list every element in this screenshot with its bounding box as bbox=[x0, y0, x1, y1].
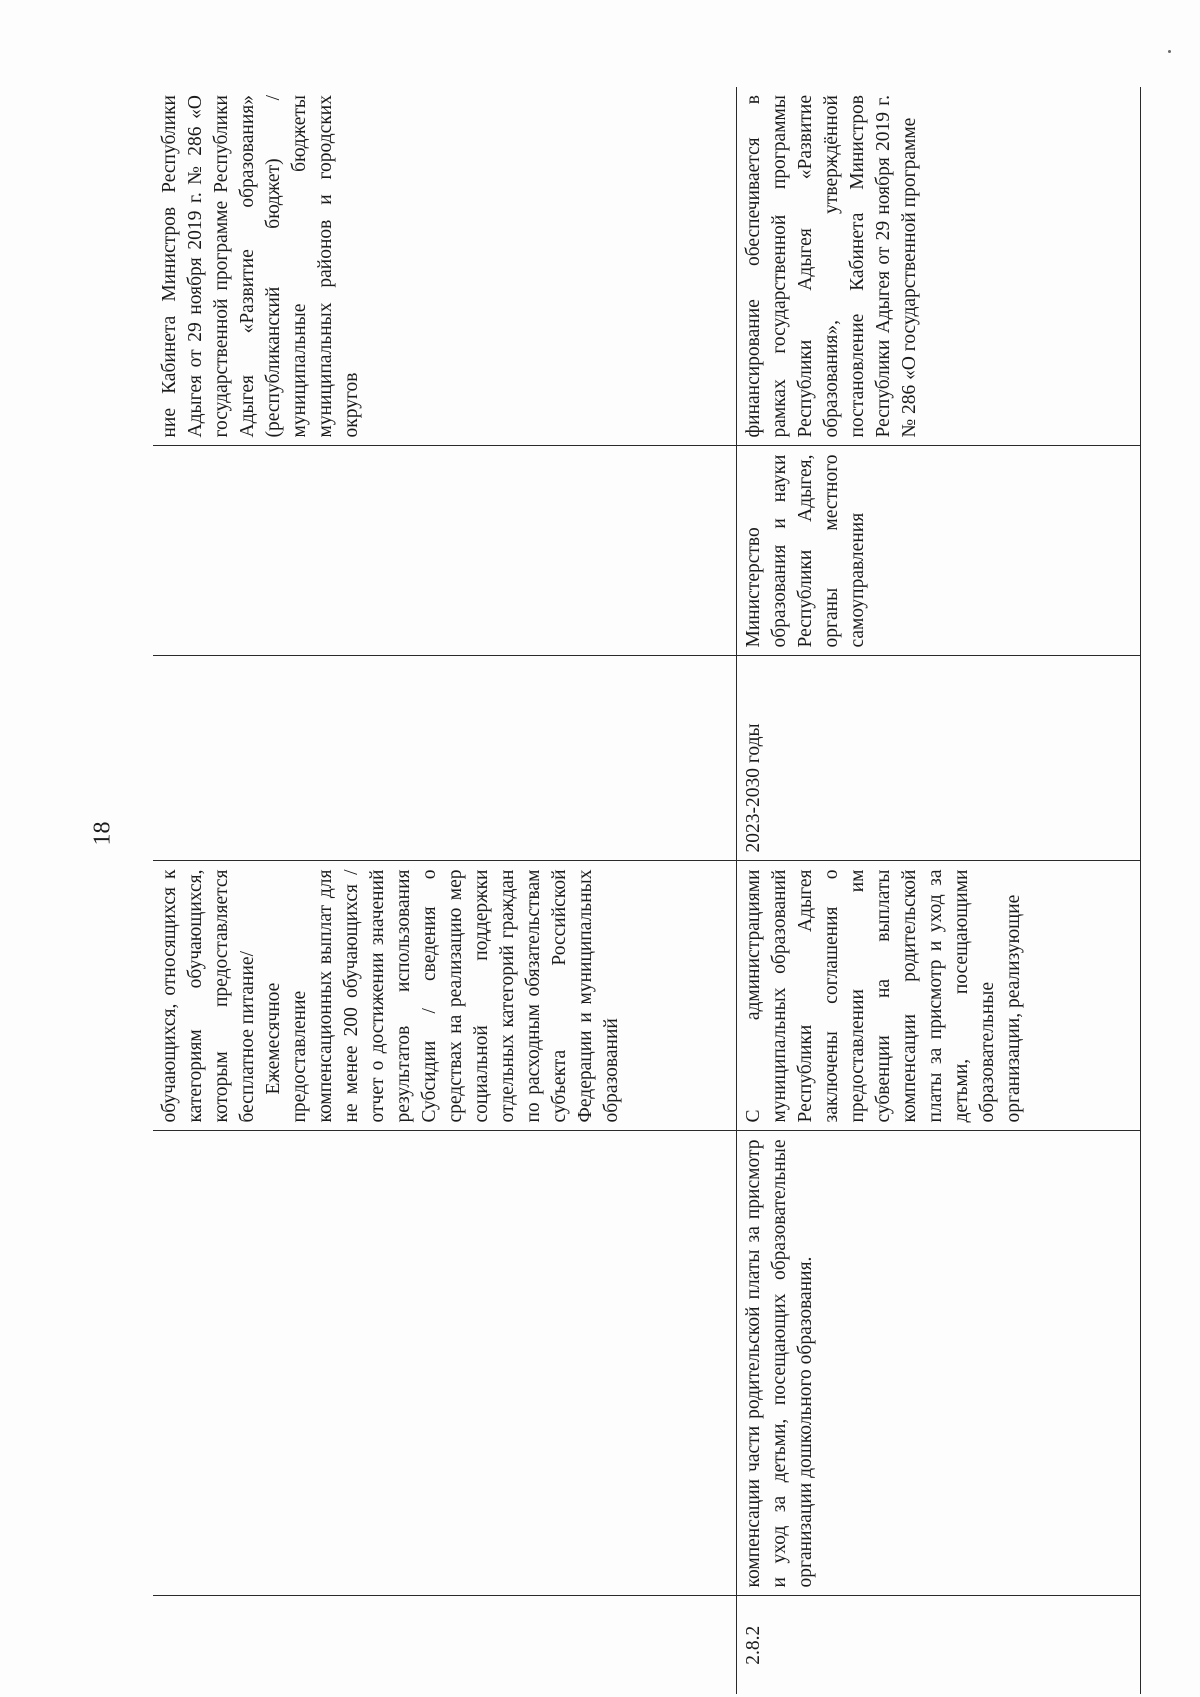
cell-indicator bbox=[153, 861, 737, 1131]
scan-speck bbox=[1168, 50, 1171, 53]
cell-number: 2.8.2 bbox=[737, 1596, 1141, 1694]
measures-table bbox=[153, 87, 1141, 1694]
page-number: 18 bbox=[89, 821, 116, 846]
indicator-text-part1: обучающихся, относящихся к категориям обучающихся, которым предоставляется бесплатное питание/ bbox=[159, 869, 258, 1123]
cell-period bbox=[153, 656, 737, 861]
cell-period: 2023-2030 годы bbox=[737, 656, 1141, 861]
indicator-text-part2: Ежемесячное предоставление компенсационных выплат для не менее 200 обучающихся / отчет о достижении значений результатов использования Субсидии / сведения о средствах на реализацию мер социальной поддержки отдельных категорий граждан по расходным обязательствам субъекта Российской Федерации и муниципальных образований bbox=[263, 869, 622, 1123]
rotated-table-wrapper bbox=[153, 87, 1133, 1694]
cell-number bbox=[153, 1596, 737, 1694]
cell-financing: ние Кабинета Министров Республики Адыгея от 29 ноября 2019 г. № 286 «О государственной программе Республики Адыгея «Развитие образования» (республиканский бюджет) /муниципальные бюджеты муниципальных районов и городских округов bbox=[153, 87, 737, 446]
cell-indicator: С администрациями муниципальных образований Республики Адыгея заключены соглашения о предоставлении им субвенции на выплаты компенсации родительской платы за присмотр и уход за детьми, посещающими образовательные организации, реализующие bbox=[737, 861, 1141, 1131]
cell-name bbox=[153, 1131, 737, 1596]
cell-financing: финансирование обеспечивается в рамках государственной программы Республики Адыгея «Развитие образования», утверждённой постановление Кабинета Министров Республики Адыгея от 29 ноября 2019 г. № 286 «О государственной программе bbox=[737, 87, 1141, 446]
cell-executor bbox=[153, 446, 737, 656]
table-row bbox=[737, 87, 1141, 1694]
cell-name: компенсации части родительской платы за присмотр и уход за детьми, посещающих образовательные организации дошкольного образования. bbox=[737, 1131, 1141, 1596]
table-row bbox=[153, 87, 737, 1694]
cell-executor: Министерство образования и науки Республики Адыгея, органы местного самоуправления bbox=[737, 446, 1141, 656]
